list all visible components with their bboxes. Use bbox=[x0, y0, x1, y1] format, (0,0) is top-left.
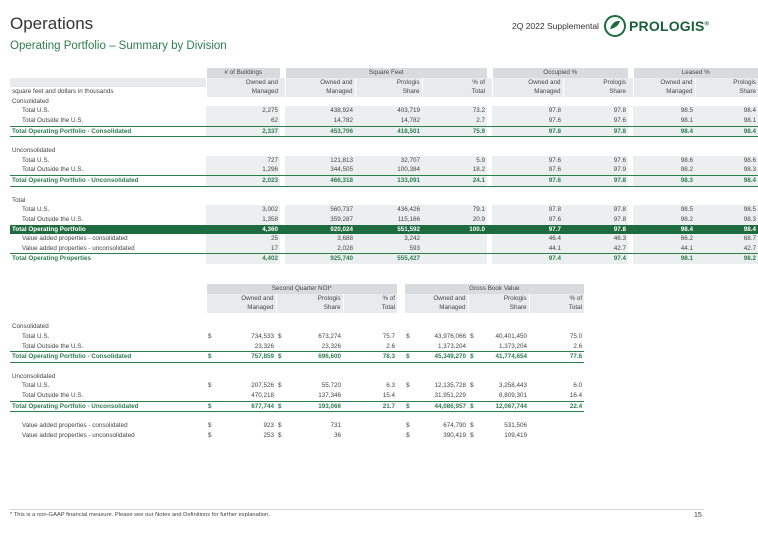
cell-sf-pct: 100.0 bbox=[422, 225, 487, 235]
cell-g-om: 43,976,066 bbox=[434, 332, 467, 340]
table-row bbox=[10, 106, 758, 116]
table-row bbox=[10, 126, 758, 137]
col-header: Managed bbox=[492, 87, 563, 97]
row-label: Total U.S. bbox=[22, 156, 50, 164]
cell-sf-pct: 79.1 bbox=[422, 205, 487, 215]
cell-g-ps: 12,067,744 bbox=[478, 401, 529, 412]
col-header: Prologis bbox=[355, 78, 422, 88]
row-label: Total Outside the U.S. bbox=[22, 166, 84, 174]
currency-symbol: $ bbox=[208, 431, 212, 439]
cell-le-ps: 98.5 bbox=[695, 205, 758, 215]
table-row bbox=[10, 381, 584, 391]
cell-oc-ps: 97.8 bbox=[563, 215, 628, 225]
table-row bbox=[10, 352, 584, 363]
section-heading-row bbox=[10, 196, 758, 206]
cell-sf-om: 344,505 bbox=[285, 165, 355, 175]
cell-sf-pct bbox=[422, 234, 487, 244]
cell-sf-pct: 75.9 bbox=[422, 126, 487, 137]
cell-sf-om: 925,740 bbox=[285, 254, 355, 264]
cell-sf-pct: 24.1 bbox=[422, 176, 487, 187]
cell-oc-ps: 97.6 bbox=[563, 156, 628, 166]
section-heading-row bbox=[10, 97, 758, 107]
cell-oc-ps: 97.6 bbox=[563, 116, 628, 126]
currency-symbol: $ bbox=[276, 352, 286, 363]
footnote: * This is a non-GAAP financial measure. Please see our Notes and Definitions for further explanation. bbox=[10, 512, 270, 518]
currency-symbol: $ bbox=[206, 352, 216, 363]
col-header: Owned and bbox=[206, 294, 276, 304]
prologis-logo bbox=[604, 15, 709, 37]
section-heading-row bbox=[10, 322, 584, 332]
row-label: Total U.S. bbox=[22, 206, 50, 214]
col-header: % of bbox=[529, 294, 584, 304]
cell-sf-pct: 20.9 bbox=[422, 215, 487, 225]
cell-n-om: 253 bbox=[263, 431, 274, 439]
cell-le-om: 98.1 bbox=[633, 116, 695, 126]
spacer-row bbox=[10, 362, 584, 372]
cell-le-om: 98.5 bbox=[633, 205, 695, 215]
currency-symbol bbox=[276, 342, 286, 352]
cell-sf-om: 920,024 bbox=[285, 225, 355, 235]
cell-le-om: 66.2 bbox=[633, 234, 695, 244]
currency-symbol: $ bbox=[404, 352, 414, 363]
cell-g-pct: 75.0 bbox=[569, 332, 583, 340]
currency-symbol: $ bbox=[406, 431, 410, 439]
cell-le-om: 98.4 bbox=[633, 225, 695, 235]
gap-cell bbox=[397, 332, 404, 342]
currency-symbol bbox=[468, 391, 478, 401]
currency-symbol: $ bbox=[470, 332, 474, 340]
row-label: Total Operating Portfolio - Consolidated bbox=[10, 352, 206, 363]
cell-b: 3,002 bbox=[206, 205, 280, 215]
cell-g-ps: 109,419 bbox=[504, 431, 528, 439]
cell-le-ps: 98.1 bbox=[695, 116, 758, 126]
page-number: 15 bbox=[694, 512, 702, 519]
cell-oc-om: 97.8 bbox=[492, 205, 563, 215]
cell-sf-ps: 436,426 bbox=[355, 205, 422, 215]
currency-symbol bbox=[404, 342, 414, 352]
cell-b: 1,358 bbox=[206, 215, 280, 225]
col-header: Owned and bbox=[492, 78, 563, 88]
currency-symbol: $ bbox=[406, 382, 410, 390]
row-label: Total Operating Portfolio - Unconsolidated bbox=[10, 401, 206, 412]
cell-g-om: 45,349,270 bbox=[414, 352, 468, 363]
noi-header: Second Quarter NOI* bbox=[206, 284, 397, 294]
spacer-row bbox=[10, 186, 758, 196]
supplemental-label: 2Q 2022 Supplemental bbox=[512, 21, 599, 31]
currency-symbol: $ bbox=[406, 332, 410, 340]
square-feet-header: Square Feet bbox=[285, 68, 487, 78]
currency-symbol: $ bbox=[470, 431, 474, 439]
table1-group-header bbox=[10, 68, 758, 78]
cell-n-ps: 731 bbox=[330, 422, 341, 430]
cell-le-om: 98.5 bbox=[633, 106, 695, 116]
table-row bbox=[10, 431, 584, 441]
col-header: Share bbox=[355, 87, 422, 97]
cell-sf-pct: 18.2 bbox=[422, 165, 487, 175]
section-heading: Total bbox=[12, 196, 26, 204]
cell-g-om: 390,419 bbox=[443, 431, 467, 439]
cell-b: 25 bbox=[206, 234, 280, 244]
cell-n-pct: 75.7 bbox=[382, 332, 396, 340]
cell-sf-pct: 5.9 bbox=[422, 156, 487, 166]
col-header: Prologis bbox=[276, 294, 343, 304]
row-label: Value added properties - consolidated bbox=[22, 422, 128, 430]
cell-sf-ps: 418,501 bbox=[355, 126, 422, 137]
section-heading: Consolidated bbox=[12, 323, 49, 331]
currency-symbol: $ bbox=[208, 382, 212, 390]
cell-sf-om: 453,706 bbox=[285, 126, 355, 137]
table-row bbox=[10, 332, 584, 342]
table-row bbox=[10, 176, 758, 187]
cell-n-ps: 137,346 bbox=[318, 392, 341, 400]
cell-n-ps: 673,274 bbox=[318, 332, 341, 340]
table2-subheader-1 bbox=[10, 294, 584, 304]
currency-symbol: $ bbox=[468, 401, 478, 412]
currency-symbol bbox=[468, 342, 478, 352]
logo-text: PROLOGIS® bbox=[629, 18, 710, 34]
cell-g-ps: 531,506 bbox=[504, 422, 528, 430]
currency-symbol bbox=[404, 391, 414, 401]
cell-g-ps: 1,373,204 bbox=[499, 342, 528, 350]
cell-g-pct bbox=[529, 421, 584, 431]
cell-oc-om: 97.6 bbox=[492, 116, 563, 126]
row-label: Total Operating Portfolio - Unconsolidated bbox=[10, 176, 206, 187]
cell-sf-om: 560,737 bbox=[285, 205, 355, 215]
cell-g-pct: 22.4 bbox=[529, 401, 584, 412]
row-label: Total Operating Portfolio bbox=[10, 225, 206, 235]
col-header: Share bbox=[276, 303, 343, 313]
col-header: Owned and bbox=[285, 78, 355, 88]
table-row bbox=[10, 254, 758, 264]
cell-n-pct: 15.4 bbox=[382, 392, 396, 400]
cell-sf-ps: 403,719 bbox=[355, 106, 422, 116]
col-header: Managed bbox=[285, 87, 355, 97]
col-header: Prologis bbox=[563, 78, 628, 88]
gbv-header: Gross Book Value bbox=[404, 284, 584, 294]
cell-n-pct bbox=[343, 421, 397, 431]
leased-header: Leased % bbox=[633, 68, 758, 78]
col-header: % of bbox=[422, 78, 487, 88]
cell-b: 17 bbox=[206, 244, 280, 254]
cell-b: 1,296 bbox=[206, 165, 280, 175]
section-heading: Unconsolidated bbox=[12, 372, 56, 380]
currency-symbol: $ bbox=[278, 422, 282, 430]
cell-oc-ps: 97.8 bbox=[563, 176, 628, 187]
cell-le-ps: 68.7 bbox=[695, 234, 758, 244]
footer-rule bbox=[10, 509, 704, 510]
cell-sf-ps: 133,091 bbox=[355, 176, 422, 187]
table-row bbox=[10, 156, 758, 166]
cell-n-ps: 193,066 bbox=[286, 401, 343, 412]
page-subtitle: Operating Portfolio – Summary by Division bbox=[10, 40, 227, 52]
row-label: Value added properties - unconsolidated bbox=[22, 431, 135, 439]
cell-n-pct: 21.7 bbox=[343, 401, 397, 412]
row-label: Total Outside the U.S. bbox=[22, 342, 84, 350]
cell-oc-om: 97.6 bbox=[492, 165, 563, 175]
cell-n-ps: 55,720 bbox=[321, 382, 341, 390]
cell-sf-ps: 100,384 bbox=[355, 165, 422, 175]
cell-le-om: 98.2 bbox=[633, 215, 695, 225]
cell-sf-om: 359,287 bbox=[285, 215, 355, 225]
col-header: Owned and bbox=[206, 78, 280, 88]
row-label: Value added properties - consolidated bbox=[22, 235, 128, 243]
cell-oc-ps: 97.8 bbox=[563, 225, 628, 235]
cell-oc-ps: 97.8 bbox=[563, 106, 628, 116]
prologis-leaf-icon bbox=[604, 15, 626, 37]
cell-n-pct: 78.3 bbox=[343, 352, 397, 363]
section-heading: Unconsolidated bbox=[12, 147, 56, 155]
cell-n-om: 923 bbox=[263, 422, 274, 430]
row-label: Total U.S. bbox=[22, 382, 50, 390]
cell-le-ps: 98.3 bbox=[695, 165, 758, 175]
table-row bbox=[10, 234, 758, 244]
section-heading: Consolidated bbox=[12, 97, 49, 105]
cell-n-ps: 23,326 bbox=[321, 342, 341, 350]
currency-symbol: $ bbox=[276, 401, 286, 412]
cell-sf-pct: 73.2 bbox=[422, 106, 487, 116]
cell-le-ps: 98.4 bbox=[695, 225, 758, 235]
table-row bbox=[10, 225, 758, 235]
cell-n-om: 677,744 bbox=[216, 401, 276, 412]
noi-gross-book-value-table bbox=[10, 284, 584, 441]
col-header: Owned and bbox=[633, 78, 695, 88]
cell-oc-ps: 42.7 bbox=[563, 244, 628, 254]
cell-n-om: 23,326 bbox=[254, 342, 274, 350]
table2-subheader-2 bbox=[10, 303, 584, 313]
col-header: Managed bbox=[633, 87, 695, 97]
row-label: Total U.S. bbox=[22, 107, 50, 115]
col-header: Share bbox=[695, 87, 758, 97]
cell-oc-ps: 97.8 bbox=[563, 205, 628, 215]
cell-le-ps: 98.3 bbox=[695, 215, 758, 225]
spacer-row bbox=[10, 313, 584, 323]
cell-sf-om: 438,924 bbox=[285, 106, 355, 116]
cell-oc-ps: 97.4 bbox=[563, 254, 628, 264]
cell-oc-ps: 97.8 bbox=[563, 126, 628, 137]
table-row bbox=[10, 244, 758, 254]
cell-b: 2,337 bbox=[206, 126, 280, 137]
table-row bbox=[10, 421, 584, 431]
table-row bbox=[10, 205, 758, 215]
currency-symbol: $ bbox=[278, 431, 282, 439]
table-row bbox=[10, 401, 584, 412]
cell-g-om: 674,790 bbox=[443, 422, 467, 430]
cell-n-ps: 696,600 bbox=[286, 352, 343, 363]
cell-b: 4,402 bbox=[206, 254, 280, 264]
cell-oc-om: 97.8 bbox=[492, 126, 563, 137]
cell-n-om: 470,218 bbox=[251, 392, 274, 400]
row-label: Total Outside the U.S. bbox=[22, 392, 84, 400]
cell-le-ps: 42.7 bbox=[695, 244, 758, 254]
cell-g-om: 12,135,728 bbox=[434, 382, 467, 390]
gap-cell bbox=[397, 431, 404, 441]
section-heading-row bbox=[10, 372, 584, 382]
cell-oc-om: 44.1 bbox=[492, 244, 563, 254]
table2-group-header bbox=[10, 284, 584, 294]
currency-symbol: $ bbox=[470, 422, 474, 430]
cell-g-ps: 3,258,443 bbox=[499, 382, 528, 390]
currency-symbol bbox=[276, 391, 286, 401]
currency-symbol: $ bbox=[468, 352, 478, 363]
cell-oc-om: 97.6 bbox=[492, 156, 563, 166]
cell-sf-om: 14,782 bbox=[285, 116, 355, 126]
currency-symbol: $ bbox=[404, 401, 414, 412]
units-label: square feet and dollars in thousands bbox=[10, 87, 206, 97]
table-row bbox=[10, 215, 758, 225]
col-header: Total bbox=[529, 303, 584, 313]
table1-subheader-1 bbox=[10, 78, 758, 88]
col-header: Managed bbox=[206, 87, 280, 97]
cell-sf-pct: 2.7 bbox=[422, 116, 487, 126]
row-label: Total Outside the U.S. bbox=[22, 215, 84, 223]
cell-sf-om: 3,688 bbox=[285, 234, 355, 244]
cell-n-om: 757,859 bbox=[216, 352, 276, 363]
col-header: Prologis bbox=[695, 78, 758, 88]
cell-g-pct: 77.6 bbox=[529, 352, 584, 363]
col-header: Total bbox=[343, 303, 397, 313]
cell-le-om: 98.1 bbox=[633, 254, 695, 264]
cell-sf-ps: 3,242 bbox=[355, 234, 422, 244]
cell-oc-om: 46.4 bbox=[492, 234, 563, 244]
gap-cell bbox=[397, 421, 404, 431]
cell-sf-ps: 14,782 bbox=[355, 116, 422, 126]
occupied-header: Occupied % bbox=[492, 68, 628, 78]
col-header: Share bbox=[563, 87, 628, 97]
gap-cell bbox=[397, 401, 404, 412]
currency-symbol: $ bbox=[278, 382, 282, 390]
cell-le-ps: 98.4 bbox=[695, 126, 758, 137]
cell-le-ps: 98.6 bbox=[695, 156, 758, 166]
cell-g-om: 31,951,229 bbox=[434, 392, 467, 400]
cell-sf-ps: 593 bbox=[355, 244, 422, 254]
row-label: Value added properties - unconsolidated bbox=[22, 244, 135, 252]
cell-le-om: 44.1 bbox=[633, 244, 695, 254]
cell-le-ps: 98.2 bbox=[695, 254, 758, 264]
page-title: Operations bbox=[10, 14, 94, 33]
spacer-row bbox=[10, 412, 584, 422]
cell-b: 4,360 bbox=[206, 225, 280, 235]
cell-oc-om: 97.6 bbox=[492, 215, 563, 225]
col-header: Managed bbox=[404, 303, 468, 313]
col-header: Share bbox=[468, 303, 529, 313]
gap-cell bbox=[397, 381, 404, 391]
cell-oc-om: 97.4 bbox=[492, 254, 563, 264]
col-header: Prologis bbox=[468, 294, 529, 304]
spacer-row bbox=[10, 137, 758, 147]
cell-b: 727 bbox=[206, 156, 280, 166]
col-header: Managed bbox=[206, 303, 276, 313]
currency-symbol: $ bbox=[206, 401, 216, 412]
cell-oc-ps: 97.9 bbox=[563, 165, 628, 175]
currency-symbol: $ bbox=[278, 332, 282, 340]
cell-g-ps: 8,809,301 bbox=[499, 392, 528, 400]
currency-symbol: $ bbox=[208, 332, 212, 340]
buildings-header: # of Buildings bbox=[206, 68, 280, 78]
cell-sf-ps: 555,427 bbox=[355, 254, 422, 264]
cell-g-om: 1,373,204 bbox=[438, 342, 467, 350]
table-row bbox=[10, 116, 758, 126]
cell-n-om: 207,526 bbox=[251, 382, 274, 390]
cell-sf-pct bbox=[422, 244, 487, 254]
cell-sf-pct bbox=[422, 254, 487, 264]
cell-sf-om: 466,318 bbox=[285, 176, 355, 187]
cell-n-pct: 2.6 bbox=[386, 342, 396, 350]
cell-oc-om: 97.7 bbox=[492, 225, 563, 235]
cell-oc-om: 97.8 bbox=[492, 106, 563, 116]
cell-oc-om: 97.6 bbox=[492, 176, 563, 187]
row-label: Total Outside the U.S. bbox=[22, 116, 84, 124]
operating-portfolio-table bbox=[10, 68, 758, 264]
cell-g-pct: 2.6 bbox=[573, 342, 583, 350]
row-label: Total Operating Portfolio - Consolidated bbox=[10, 126, 206, 137]
cell-sf-ps: 115,166 bbox=[355, 215, 422, 225]
row-label: Total Operating Properties bbox=[10, 254, 206, 264]
col-header: Total bbox=[422, 87, 487, 97]
cell-le-om: 98.3 bbox=[633, 176, 695, 187]
cell-le-om: 98.2 bbox=[633, 165, 695, 175]
table1-subheader-2 bbox=[10, 87, 758, 97]
cell-le-ps: 98.4 bbox=[695, 176, 758, 187]
cell-n-ps: 36 bbox=[333, 431, 341, 439]
table-row bbox=[10, 342, 584, 352]
cell-n-pct bbox=[343, 431, 397, 441]
cell-le-om: 98.6 bbox=[633, 156, 695, 166]
cell-b: 62 bbox=[206, 116, 280, 126]
cell-le-ps: 98.4 bbox=[695, 106, 758, 116]
cell-g-ps: 41,774,654 bbox=[478, 352, 529, 363]
currency-symbol: $ bbox=[208, 422, 212, 430]
gap-cell bbox=[397, 352, 404, 363]
col-header: Owned and bbox=[404, 294, 468, 304]
cell-sf-ps: 551,592 bbox=[355, 225, 422, 235]
cell-b: 2,275 bbox=[206, 106, 280, 116]
cell-n-pct: 6.3 bbox=[386, 382, 396, 390]
col-header: % of bbox=[343, 294, 397, 304]
cell-g-ps: 40,401,450 bbox=[495, 332, 528, 340]
cell-sf-ps: 32,707 bbox=[355, 156, 422, 166]
currency-symbol: $ bbox=[406, 422, 410, 430]
cell-g-pct bbox=[529, 431, 584, 441]
cell-sf-om: 2,028 bbox=[285, 244, 355, 254]
cell-b: 2,023 bbox=[206, 176, 280, 187]
section-heading-row bbox=[10, 146, 758, 156]
table-row bbox=[10, 165, 758, 175]
cell-n-om: 734,533 bbox=[251, 332, 274, 340]
cell-sf-om: 121,813 bbox=[285, 156, 355, 166]
cell-g-om: 44,086,957 bbox=[414, 401, 468, 412]
currency-symbol bbox=[206, 342, 216, 352]
cell-oc-ps: 46.3 bbox=[563, 234, 628, 244]
cell-g-pct: 16.4 bbox=[569, 392, 583, 400]
row-label: Total U.S. bbox=[22, 332, 50, 340]
gap-cell bbox=[397, 342, 404, 352]
table-row bbox=[10, 391, 584, 401]
currency-symbol: $ bbox=[470, 382, 474, 390]
gap-cell bbox=[397, 391, 404, 401]
cell-g-pct: 6.0 bbox=[573, 382, 583, 390]
cell-le-om: 98.4 bbox=[633, 126, 695, 137]
currency-symbol bbox=[206, 391, 216, 401]
